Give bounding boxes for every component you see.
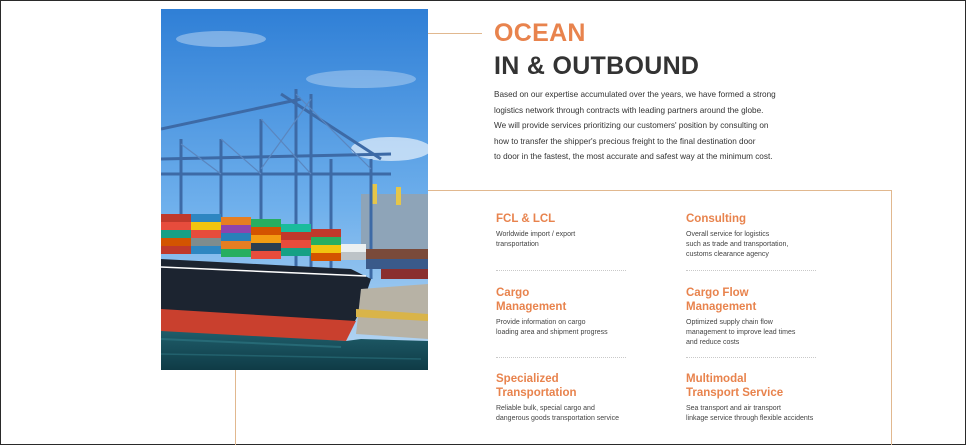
service-cargo-management xyxy=(496,286,666,338)
service-fcl-lcl xyxy=(496,212,666,250)
service-cargo-flow-management xyxy=(686,286,856,348)
service-title-line: Management xyxy=(686,301,757,313)
title-accent: OCEAN xyxy=(494,19,586,47)
service-title-line: Transportation xyxy=(496,387,577,399)
service-desc-line: dangerous goods transportation service xyxy=(496,415,619,422)
service-title-line: Consulting xyxy=(686,213,747,225)
intro-line: to door in the fastest, the most accurate and safest way at the minimum cost. xyxy=(494,152,773,162)
service-specialized-transportation xyxy=(496,372,666,424)
service-description xyxy=(686,318,856,348)
decor-line-right xyxy=(891,190,892,445)
service-title-line: Specialized xyxy=(496,373,559,385)
service-desc-line: transportation xyxy=(496,241,539,248)
service-description xyxy=(686,230,856,260)
service-desc-line: management to improve lead times xyxy=(686,329,796,336)
service-title xyxy=(496,212,666,226)
service-desc-line: Sea transport and air transport xyxy=(686,405,781,412)
service-description xyxy=(496,404,666,424)
service-desc-line: Overall service for logistics xyxy=(686,231,770,238)
service-desc-line: Worldwide import / export xyxy=(496,231,576,238)
intro-line: Based on our expertise accumulated over the years, we have formed a strong xyxy=(494,90,776,99)
service-divider xyxy=(496,357,626,358)
service-consulting xyxy=(686,212,856,260)
service-desc-line: and reduce costs xyxy=(686,339,740,346)
service-desc-line: such as trade and transportation, xyxy=(686,241,789,248)
intro-line: how to transfer the shipper's precious freight to the final destination door xyxy=(494,136,756,146)
intro-paragraph xyxy=(494,87,814,165)
service-title-line: Cargo Flow xyxy=(686,287,749,299)
service-divider xyxy=(496,270,626,271)
service-description xyxy=(686,404,856,424)
service-title-line: Multimodal xyxy=(686,373,747,385)
service-title xyxy=(686,212,856,226)
service-title xyxy=(496,372,666,400)
decor-line-top xyxy=(428,33,482,34)
decor-line-left xyxy=(235,370,236,445)
page-title: IN & OUTBOUND xyxy=(494,52,700,80)
service-desc-line: Provide information on cargo xyxy=(496,319,586,326)
service-title-line: Management xyxy=(496,301,567,313)
service-title xyxy=(686,286,856,314)
service-desc-line: Reliable bulk, special cargo and xyxy=(496,405,595,412)
service-desc-line: customs clearance agency xyxy=(686,251,769,258)
service-title xyxy=(686,372,856,400)
service-title-line: FCL & LCL xyxy=(496,213,556,225)
service-title-line: Transport Service xyxy=(686,387,784,399)
service-desc-line: Optimized supply chain flow xyxy=(686,319,773,326)
service-desc-line: loading area and shipment progress xyxy=(496,329,608,336)
intro-line: logistics network through contracts with leading partners around the globe. xyxy=(494,105,764,115)
service-description xyxy=(496,230,666,250)
decor-line-middle xyxy=(428,190,892,191)
cargo-ship-photo xyxy=(161,9,428,370)
service-multimodal-transport xyxy=(686,372,856,424)
service-divider xyxy=(686,270,816,271)
service-title xyxy=(496,286,666,314)
service-desc-line: linkage service through flexible accidents xyxy=(686,415,814,422)
service-title-line: Cargo xyxy=(496,287,530,299)
service-description xyxy=(496,318,666,338)
service-divider xyxy=(686,357,816,358)
intro-line: We will provide services prioritizing our customers' position by consulting on xyxy=(494,121,769,131)
